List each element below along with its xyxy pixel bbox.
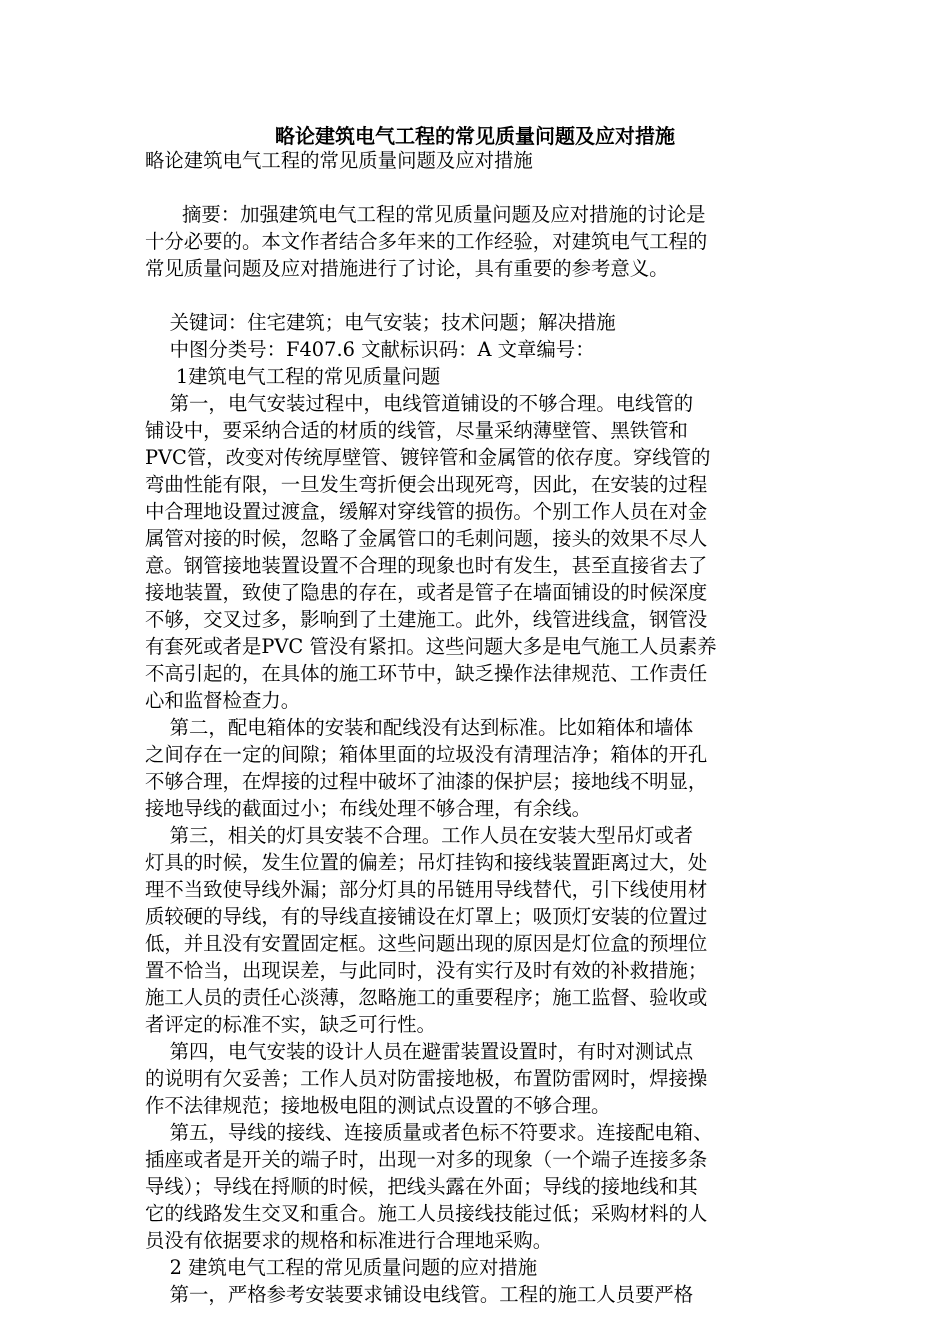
text-line: 它的线路发生交叉和重合。施工人员接线技能过低；采购材料的人 (145, 1202, 708, 1225)
text-line: 置不恰当，出现误差，与此同时，没有实行及时有效的补救措施； (145, 959, 708, 982)
text-line: 弯曲性能有限，一旦发生弯折便会出现死弯，因此，在安装的过程 (145, 473, 708, 496)
text-line: 铺设中，要采纳合适的材质的线管，尽量采纳薄壁管、黑铁管和 (145, 419, 688, 442)
blank-line (145, 174, 813, 201)
text-line: 员没有依据要求的规格和标准进行合理地采购。 (145, 1229, 553, 1252)
text-line: 有套死或者是PVC 管没有紧扣。这些问题大多是电气施工人员素养 (145, 635, 717, 658)
text-line: 导线）；导线在捋顺的时候，把线头露在外面；导线的接地线和其 (145, 1175, 698, 1198)
text-line: 第二，配电箱体的安装和配线没有达到标准。比如箱体和墙体 (145, 716, 694, 739)
text-line: PVC管，改变对传统厚壁管、镀锌管和金属管的依存度。穿线管的 (145, 446, 711, 469)
text-line: 质较硬的导线，有的导线直接铺设在灯罩上；吸顶灯安装的位置过 (145, 905, 708, 928)
text-line: 第一，电气安装过程中，电线管道铺设的不够合理。电线管的 (145, 392, 694, 415)
text-line: 属管对接的时候，忽略了金属管口的毛刺问题，接头的效果不尽人 (145, 527, 708, 550)
text-line: 施工人员的责任心淡薄，忽略施工的重要程序；施工监督、验收或 (145, 986, 708, 1009)
text-line: 者评定的标准不实，缺乏可行性。 (145, 1013, 436, 1036)
text-line: 2 建筑电气工程的常见质量问题的应对措施 (145, 1256, 538, 1279)
text-line: 不够，交叉过多，影响到了土建施工。此外，线管进线盒，钢管没 (145, 608, 708, 631)
text-line: 心和监督检查力。 (145, 689, 301, 712)
text-line: 接地导线的截面过小；布线处理不够合理，有余线。 (145, 797, 591, 820)
text-line: 摘要：加强建筑电气工程的常见质量问题及应对措施的讨论是 (145, 203, 706, 226)
text-line: 灯具的时候，发生位置的偏差；吊灯挂钩和接线装置距离过大，处 (145, 851, 708, 874)
document-title: 略论建筑电气工程的常见质量问题及应对措施 (275, 124, 675, 148)
text-line: 不够合理，在焊接的过程中破坏了油漆的保护层；接地线不明显， (145, 770, 708, 793)
text-line: 理不当致使导线外漏；部分灯具的吊链用导线替代，引下线使用材 (145, 878, 708, 901)
text-line: 低，并且没有安置固定框。这些问题出现的原因是灯位盒的预埋位 (145, 932, 708, 955)
text-line: 接地装置，致使了隐患的存在，或者是管子在墙面铺设的时候深度 (145, 581, 708, 604)
text-line: 意。钢管接地装置设置不合理的现象也时有发生，甚至直接省去了 (145, 554, 708, 577)
text-line: 中合理地设置过渡盒，缓解对穿线管的损伤。个别工作人员在对金 (145, 500, 708, 523)
text-line: 插座或者是开关的端子时，出现一对多的现象（一个端子连接多条 (145, 1148, 708, 1171)
text-line: 十分必要的。本文作者结合多年来的工作经验，对建筑电气工程的 (145, 230, 708, 253)
text-line: 的说明有欠妥善；工作人员对防雷接地极，布置防雷网时，焊接操 (145, 1067, 708, 1090)
text-line: 第三，相关的灯具安装不合理。工作人员在安装大型吊灯或者 (145, 824, 694, 847)
text-line: 第四，电气安装的设计人员在避雷装置设置时，有时对测试点 (145, 1040, 694, 1063)
text-line: 作不法律规范；接地极电阻的测试点设置的不够合理。 (145, 1094, 611, 1117)
document-body (145, 147, 813, 1308)
text-line: 略论建筑电气工程的常见质量问题及应对措施 (145, 149, 533, 172)
text-line: 关键词：住宅建筑；电气安装；技术问题；解决措施 (145, 311, 616, 334)
text-line: 之间存在一定的间隙；箱体里面的垃圾没有清理洁净；箱体的开孔 (145, 743, 708, 766)
text-line: 第五，导线的接线、连接质量或者色标不符要求。连接配电箱、 (145, 1121, 713, 1144)
text-line: 中图分类号：F407.6 文献标识码：A 文章编号： (145, 338, 595, 361)
blank-line (145, 282, 813, 309)
text-line: 第一，严格参考安装要求铺设电线管。工程的施工人员要严格 (145, 1283, 694, 1306)
text-line: 常见质量问题及应对措施进行了讨论，具有重要的参考意义。 (145, 257, 669, 280)
text-line: 1建筑电气工程的常见质量问题 (145, 365, 441, 388)
text-line: 不高引起的，在具体的施工环节中，缺乏操作法律规范、工作责任 (145, 662, 708, 685)
